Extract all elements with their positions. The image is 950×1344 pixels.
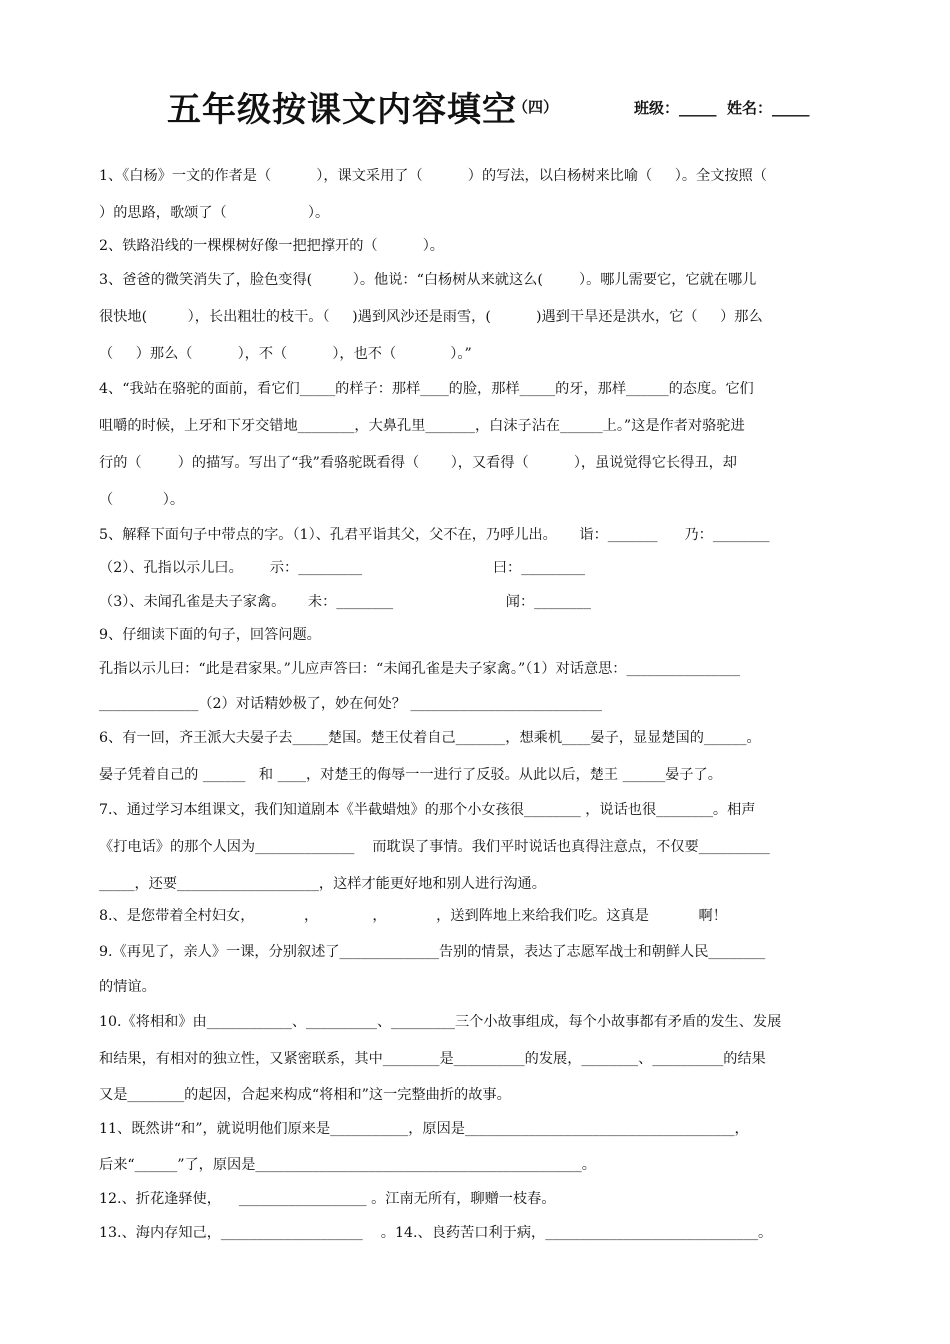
question-line: 13.、海内存知己，____________________ 。14.、良药苦口利于病，______________________________。	[99, 1225, 773, 1241]
question-line: 9.《再见了，亲人》一课，分别叙述了______________告别的情景，表达了志愿军战士和朝鲜人民________	[99, 944, 766, 960]
question-line: 很快地( ），长出粗壮的枝干。（ )遇到风沙还是雨雪，( )遇到干旱还是洪水，它（ ）那么	[99, 309, 763, 325]
page-title-sub: （四）	[513, 98, 559, 116]
question-line: 晏子凭着自己的 ______ 和 ____，对楚王的侮辱一一进行了反驳。从此以后，楚王 ______晏子了。	[99, 767, 722, 783]
question-line: 《打电话》的那个人因为______________ 而耽误了事情。我们平时说话也真得注意点，不仅要__________	[99, 839, 770, 855]
question-line: 又是________的起因，合起来构成“将相和”这一完整曲折的故事。	[99, 1087, 511, 1103]
question-line: 后来“______”了，原因是______________________________________________。	[99, 1157, 596, 1173]
question-line: 6、有一回，齐王派大夫晏子去_____楚国。楚王仗着自己_______，想乘机____晏子，显显楚国的______。	[99, 730, 761, 746]
question-line: ______________（2）对话精妙极了，妙在何处？ ___________________________	[99, 696, 603, 712]
question-line: 5、解释下面句子中带点的字。（1）、孔君平诣其父，父不在，乃呼儿出。 诣：_______ 乃：________	[99, 527, 770, 543]
question-line: 7.、通过学习本组课文，我们知道剧本《半截蜡烛》的那个小女孩很________ ，说话也很________。相声	[99, 802, 756, 818]
question-line: （ ）那么（ ），不（ ），也不（ ）。”	[99, 346, 472, 362]
question-line: 孔指以示儿曰：“此是君家果。”儿应声答曰：“未闻孔雀是夫子家禽。”（1）对话意思：________________	[99, 661, 740, 677]
question-line: 10.《将相和》由____________、__________、_________三个小故事组成，每个小故事都有矛盾的发生、发展	[99, 1014, 782, 1030]
question-line: 行的（ ）的描写。写出了“我”看骆驼既看得（ ），又看得（ ），虽说觉得它长得丑，却	[99, 455, 737, 471]
question-line: 9、仔细读下面的句子，回答问题。	[99, 627, 321, 643]
question-line: 11、既然讲“和”，就说明他们原来是___________，原因是______________________________________，	[99, 1121, 749, 1137]
question-line: 3、爸爸的微笑消失了，脸色变得( ）。他说：“白杨树从来就这么( ）。哪儿需要它，它就在哪儿	[99, 272, 757, 288]
question-line: 4、“我站在骆驼的面前，看它们_____的样子：那样____的脸，那样_____的牙，那样______的态度。它们	[99, 381, 754, 397]
question-line: 8.、是您带着全村妇女， ， ， ，送到阵地上来给我们吃。这真是 啊！	[99, 908, 727, 924]
class-name-fields: 班级：_____ 姓名：_____	[634, 99, 810, 117]
question-line: 咀嚼的时候，上牙和下牙交错地________，大鼻孔里_______，白沫子沾在______上。”这是作者对骆驼进	[99, 418, 745, 434]
question-line: _____，还要____________________，这样才能更好地和别人进行沟通。	[99, 876, 546, 892]
question-line: （2）、孔指以示儿曰。 示：_________ 曰：_________	[99, 560, 586, 576]
question-line: ）的思路，歌颂了（ ）。	[99, 205, 330, 221]
question-line: 12.、折花逢驿使， __________________ 。江南无所有，聊赠一枝春。	[99, 1191, 556, 1207]
question-line: 的情谊。	[99, 979, 156, 995]
page-title: 五年级按课文内容填空	[167, 90, 517, 130]
question-line: （3）、未闻孔雀是夫子家禽。 未：________ 闻：________	[99, 594, 591, 610]
question-line: 2、铁路沿线的一棵棵树好像一把把撑开的（ ）。	[99, 238, 444, 254]
question-line: 和结果，有相对的独立性，又紧密联系，其中________是__________的发展，________、__________的结果	[99, 1051, 766, 1067]
question-line: （ ）。	[99, 492, 185, 508]
question-line: 1、《白杨》一文的作者是（ ），课文采用了（ ）的写法，以白杨树来比喻（ ）。全文按照（	[99, 168, 767, 184]
